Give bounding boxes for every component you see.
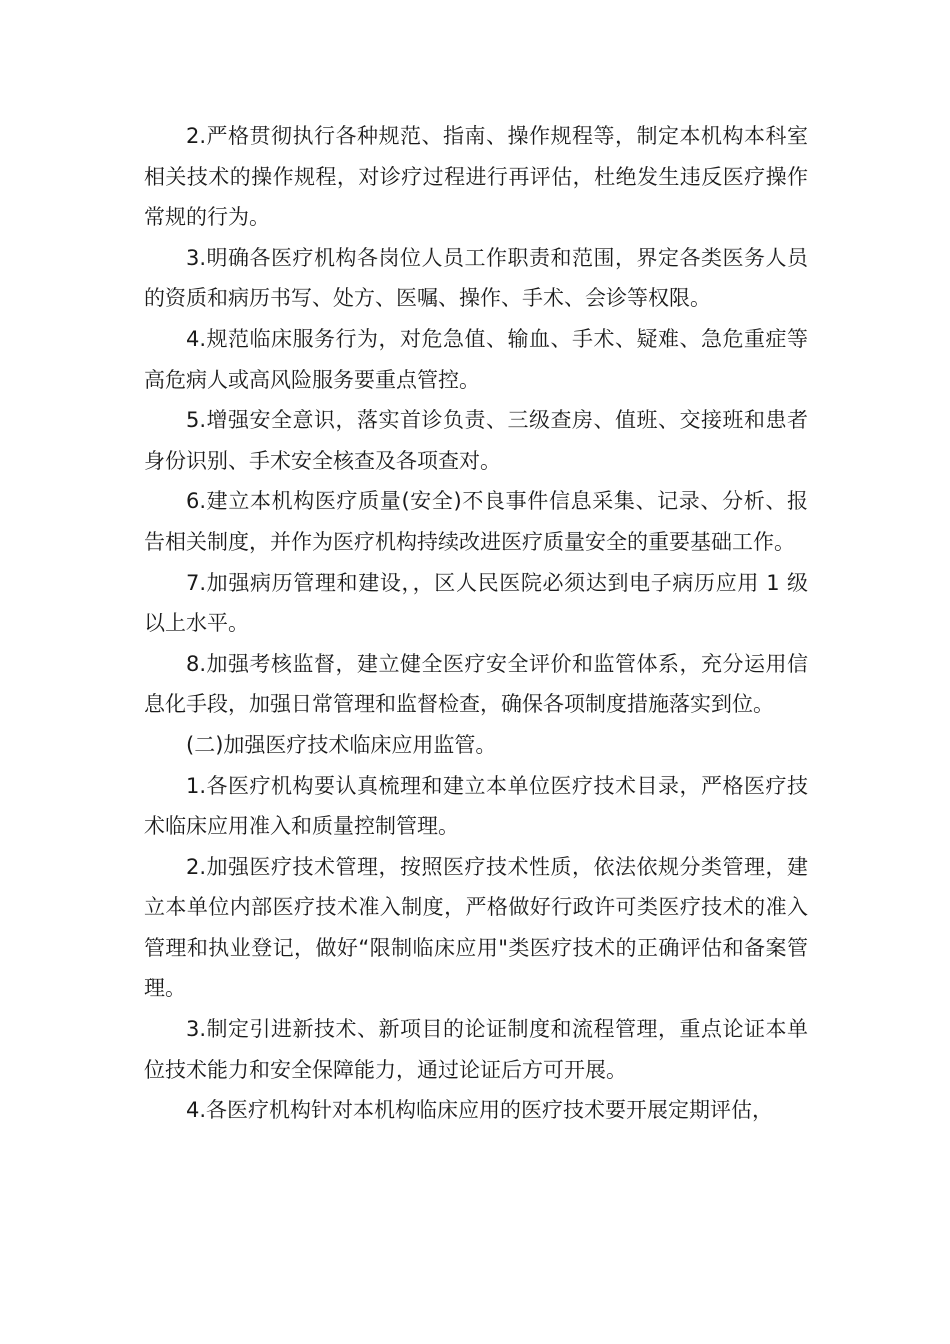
paragraph-3-new-tech: 3.制定引进新技术、新项目的论证制度和流程管理，重点论证本单位技术能力和安全保障能力，通过论证后方可开展。 — [144, 1017, 808, 1082]
paragraph-2-tech-management: 2.加强医疗技术管理，按照医疗技术性质，依法依规分类管理，建立本单位内部医疗技术准入制度，严格做好行政许可类医疗技术的准入管理和执业登记，做好“限制临床应用"类医疗技术的正确评估和备案管理。 — [144, 854, 808, 1001]
paragraph-2-norms: 2.严格贯彻执行各种规范、指南、操作规程等，制定本机构本科室相关技术的操作规程，对诊疗过程进行再评估，杜绝发生违反医疗操作常规的行为。 — [144, 124, 808, 230]
paragraph-8-supervision: 8.加强考核监督，建立健全医疗安全评价和监管体系，充分运用信息化手段，加强日常管理和监督检查，确保各项制度措施落实到位。 — [144, 651, 808, 717]
paragraph-4-clinical-services: 4.规范临床服务行为，对危急值、输血、手术、疑难、急危重症等高危病人或高风险服务要重点管控。 — [144, 326, 808, 392]
section-heading-tech-supervision: (二)加强医疗技术临床应用监管。 — [186, 732, 497, 757]
paragraph-3-duties: 3.明确各医疗机构各岗位人员工作职责和范围，界定各类医务人员的资质和病历书写、处方、医嘱、操作、手术、会诊等权限。 — [144, 245, 808, 311]
document-page — [144, 116, 808, 1131]
paragraph-4-periodic-evaluation: 4.各医疗机构针对本机构临床应用的医疗技术要开展定期评估， — [186, 1098, 774, 1123]
paragraph-1-tech-catalog: 1.各医疗机构要认真梳理和建立本单位医疗技术目录，严格医疗技术临床应用准入和质量控制管理。 — [144, 773, 808, 839]
paragraph-5-safety-awareness: 5.增强安全意识，落实首诊负责、三级查房、值班、交接班和患者身份识别、手术安全核查及各项查对。 — [144, 408, 808, 473]
paragraph-6-adverse-events: 6.建立本机构医疗质量(安全)不良事件信息采集、记录、分析、报告相关制度，并作为医疗机构持续改进医疗质量安全的重要基础工作。 — [144, 489, 808, 554]
paragraph-7-medical-records: 7.加强病历管理和建设，，区人民医院必须达到电子病历应用 1 级以上水平。 — [144, 570, 808, 636]
